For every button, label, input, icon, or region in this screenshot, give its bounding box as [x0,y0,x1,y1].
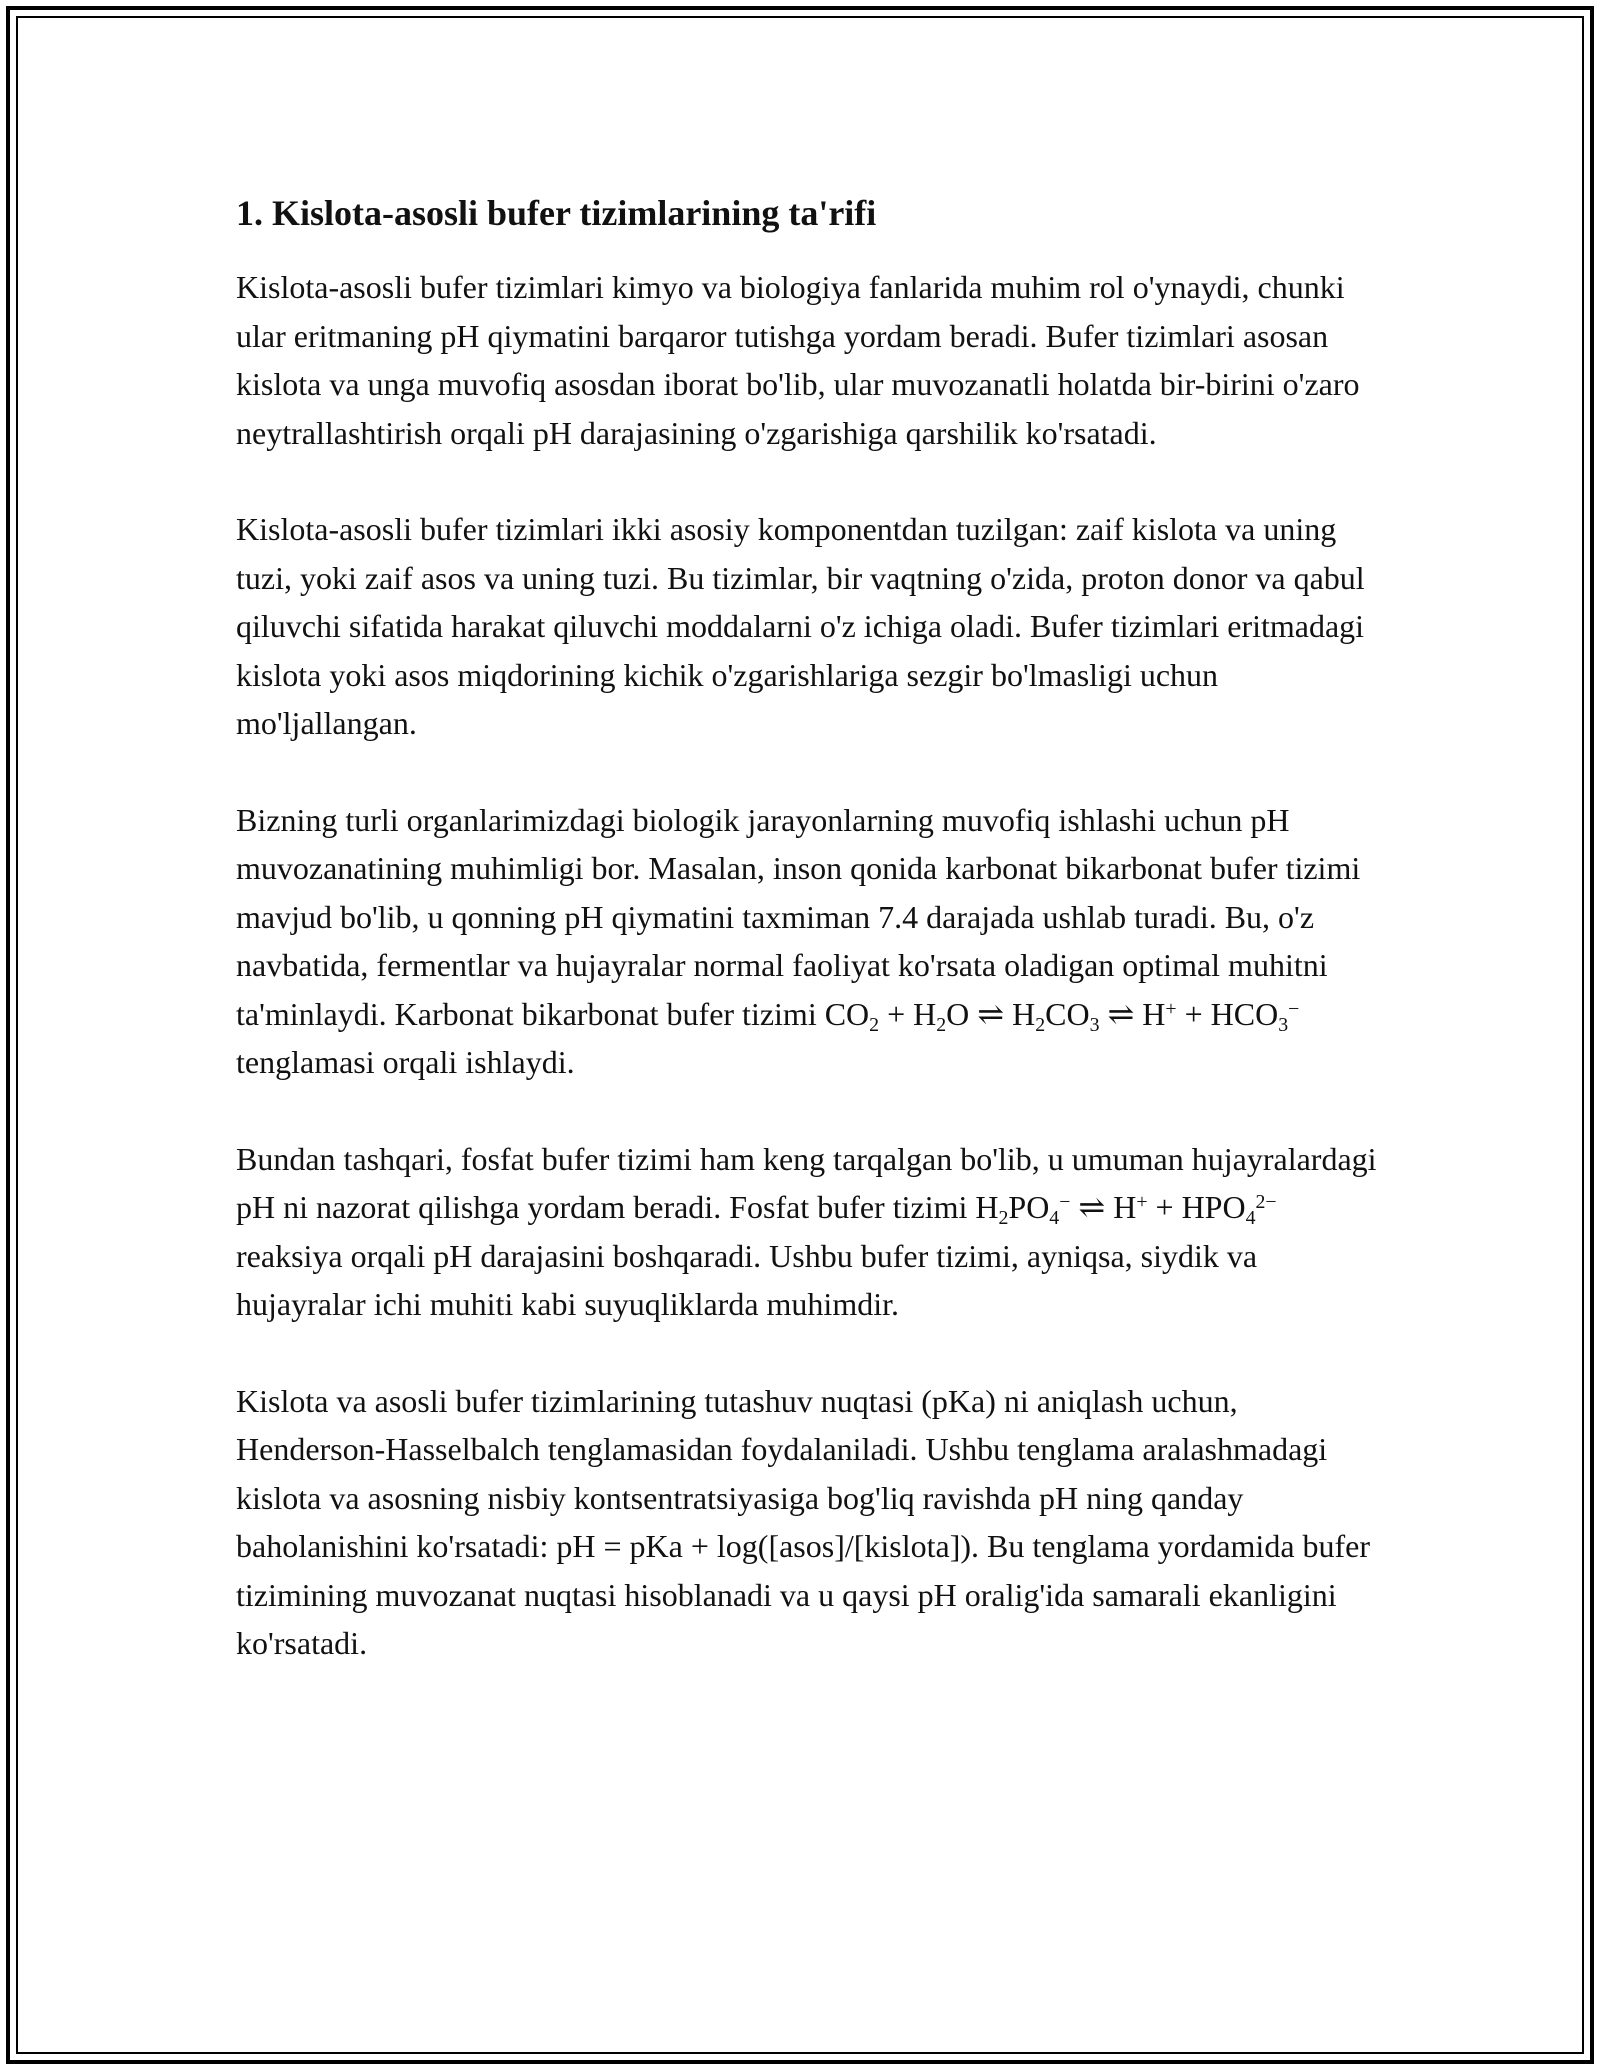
paragraph-tail: tenglamasi orqali ishlaydi. [236,1044,575,1080]
document-body [236,185,1386,1716]
paragraph-text: Bizning turli organlarimizdagi biologik jarayonlarning muvofiq ishlashi uchun pH muvozanatining muhimligi bor. Masalan, inson qonida karbonat bikarbonat bufer tizimi mavjud bo'lib, u qonning pH qiymatini taxmiman 7.4 darajada ushlab turadi. Bu, o'z navbatida, fermentlar va hujayralar normal faoliyat ko'rsata oladigan optimal muhitni ta'minlaydi. Karbonat bikarbonat bufer tizimi [236,801,1361,1032]
paragraph-phosphate-buffer [236,1135,1386,1329]
paragraph-components: Kislota-asosli bufer tizimlari ikki asosiy komponentdan tuzilgan: zaif kislota va uning tuzi, yoki zaif asos va uning tuzi. Bu tizimlar, bir vaqtning o'zida, proton donor va qabul qiluvchi sifatida harakat qiluvchi moddalarni o'z ichiga oladi. Bufer tizimlari eritmadagi kislota yoki asos miqdorining kichik o'zgarishlariga sezgir bo'lmasligi uchun mo'ljallangan. [236,511,1365,741]
carbonate-equation: $CO_2 + H_2O$ ⇌ $H_2CO_3$ ⇌ $H^+ + HCO_3^-$ [824,995,1300,1036]
paragraph-text: Bundan tashqari, fosfat bufer tizimi ham keng tarqalgan bo'lib, u umuman hujayralardagi pH ni nazorat qilishga yordam beradi. Fosfat bufer tizimi [236,1140,1377,1225]
paragraph-carbonate-buffer [236,796,1386,1087]
paragraph-definition: Kislota-asosli bufer tizimlari kimyo va biologiya fanlarida muhim rol o'ynaydi, chunki ular eritmaning pH qiymatini barqaror tutishga yordam beradi. Bufer tizimlari asosan kislota va unga muvofiq asosdan iborat bo'lib, ular muvozanatli holatda bir-birini o'zaro neytrallashtirish orqali pH darajasining o'zgarishiga qarshilik ko'rsatadi. [236,269,1360,451]
section-heading: 1. Kislota-asosli bufer tizimlarining ta'rifi [236,193,877,233]
phosphate-equation: $H_2PO_4^-$ ⇌ $H^+ + HPO_4^{2-}$ [975,1189,1277,1230]
paragraph-henderson-hasselbalch: Kislota va asosli bufer tizimlarining tutashuv nuqtasi (pKa) ni aniqlash uchun, Henderson-Hasselbalch tenglamasidan foydalaniladi. Ushbu tenglama aralashmadagi kislota va asosning nisbiy kontsentratsiyasiga bog'liq ravishda pH ning qanday baholanishini ko'rsatadi: pH = pKa + log([asos]/[kislota]). Bu tenglama yordamida bufer tizimining muvozanat nuqtasi hisoblanadi va u qaysi pH oralig'ida samarali ekanligini ko'rsatadi. [236,1382,1371,1661]
paragraph-tail: reaksiya orqali pH darajasini boshqaradi. Ushbu bufer tizimi, ayniqsa, siydik va hujayralar ichi muhiti kabi suyuqliklarda muhimdir. [236,1237,1258,1322]
